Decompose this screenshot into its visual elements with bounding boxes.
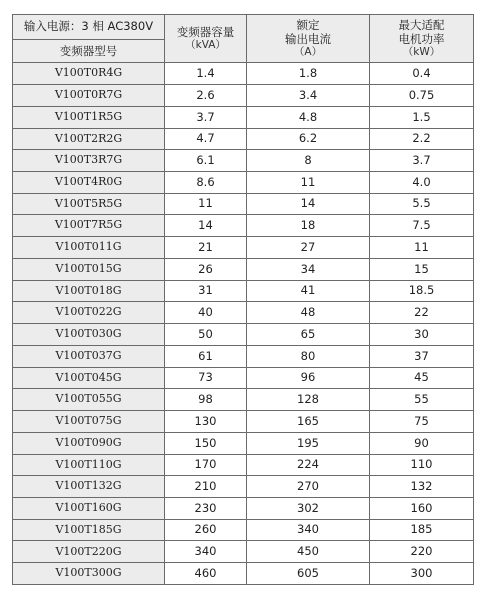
capacity-cell: 14 [165, 215, 247, 237]
power-cell: 300 [370, 563, 474, 585]
power-label-line2: 电机功率 [398, 31, 445, 46]
capacity-cell: 230 [165, 497, 247, 519]
capacity-cell: 150 [165, 432, 247, 454]
table-row [13, 106, 474, 128]
model-cell: V100T110G [13, 454, 165, 476]
current-cell: 96 [247, 367, 370, 389]
table-row [13, 432, 474, 454]
current-label-line2: 输出电流 [285, 31, 331, 46]
capacity-cell: 73 [165, 367, 247, 389]
model-cell: V100T1R5G [13, 106, 165, 128]
power-cell: 22 [370, 302, 474, 324]
current-label-line1: 额定 [296, 18, 320, 33]
current-cell: 41 [247, 280, 370, 302]
power-label-line1: 最大适配 [398, 18, 445, 33]
table-row [13, 497, 474, 519]
table-row [13, 389, 474, 411]
current-cell: 4.8 [247, 106, 370, 128]
power-cell: 1.5 [370, 106, 474, 128]
table-row [13, 215, 474, 237]
table-row [13, 171, 474, 193]
model-cell: V100T3R7G [13, 150, 165, 172]
current-cell: 450 [247, 541, 370, 563]
capacity-cell: 130 [165, 411, 247, 433]
current-cell: 48 [247, 302, 370, 324]
power-cell: 11 [370, 237, 474, 259]
capacity-cell: 21 [165, 237, 247, 259]
model-cell: V100T4R0G [13, 171, 165, 193]
current-cell: 18 [247, 215, 370, 237]
table-row [13, 63, 474, 85]
capacity-cell: 50 [165, 324, 247, 346]
inverter-spec-table [12, 14, 474, 585]
current-cell: 3.4 [247, 85, 370, 107]
capacity-cell: 170 [165, 454, 247, 476]
capacity-cell: 3.7 [165, 106, 247, 128]
power-cell: 2.2 [370, 128, 474, 150]
table-row [13, 367, 474, 389]
power-cell: 15 [370, 258, 474, 280]
capacity-cell: 98 [165, 389, 247, 411]
capacity-cell: 8.6 [165, 171, 247, 193]
power-cell: 132 [370, 476, 474, 498]
table-row [13, 541, 474, 563]
power-cell: 0.4 [370, 63, 474, 85]
capacity-cell: 6.1 [165, 150, 247, 172]
table-row [13, 150, 474, 172]
power-unit: （kW） [402, 45, 441, 58]
power-cell: 30 [370, 324, 474, 346]
model-cell: V100T160G [13, 497, 165, 519]
power-cell: 220 [370, 541, 474, 563]
table-row [13, 476, 474, 498]
model-cell: V100T015G [13, 258, 165, 280]
power-cell: 37 [370, 345, 474, 367]
current-cell: 340 [247, 519, 370, 541]
power-cell: 7.5 [370, 215, 474, 237]
table-row [13, 519, 474, 541]
current-cell: 302 [247, 497, 370, 519]
model-cell: V100T185G [13, 519, 165, 541]
model-header: 变频器型号 [13, 40, 165, 63]
current-cell: 6.2 [247, 128, 370, 150]
table-row [13, 237, 474, 259]
model-cell: V100T0R4G [13, 63, 165, 85]
header-row [13, 15, 474, 40]
capacity-cell: 260 [165, 519, 247, 541]
spec-table-body [13, 15, 474, 585]
power-cell: 75 [370, 411, 474, 433]
model-cell: V100T132G [13, 476, 165, 498]
current-cell: 128 [247, 389, 370, 411]
capacity-cell: 61 [165, 345, 247, 367]
model-cell: V100T5R5G [13, 193, 165, 215]
power-cell: 45 [370, 367, 474, 389]
power-cell: 0.75 [370, 85, 474, 107]
current-cell: 65 [247, 324, 370, 346]
power-cell: 4.0 [370, 171, 474, 193]
current-cell: 8 [247, 150, 370, 172]
model-cell: V100T0R7G [13, 85, 165, 107]
power-cell: 5.5 [370, 193, 474, 215]
power-cell: 3.7 [370, 150, 474, 172]
table-row [13, 411, 474, 433]
power-cell: 90 [370, 432, 474, 454]
table-row [13, 345, 474, 367]
model-cell: V100T055G [13, 389, 165, 411]
capacity-label: 变频器容量 [176, 25, 235, 39]
capacity-cell: 40 [165, 302, 247, 324]
capacity-cell: 210 [165, 476, 247, 498]
table-row [13, 454, 474, 476]
model-cell: V100T011G [13, 237, 165, 259]
capacity-cell: 31 [165, 280, 247, 302]
capacity-unit: （kVA） [185, 39, 226, 52]
capacity-cell: 26 [165, 258, 247, 280]
current-cell: 11 [247, 171, 370, 193]
capacity-cell: 460 [165, 563, 247, 585]
power-cell: 160 [370, 497, 474, 519]
capacity-cell: 2.6 [165, 85, 247, 107]
model-cell: V100T075G [13, 411, 165, 433]
current-cell: 195 [247, 432, 370, 454]
model-cell: V100T037G [13, 345, 165, 367]
capacity-cell: 340 [165, 541, 247, 563]
capacity-cell: 1.4 [165, 63, 247, 85]
current-unit: （A） [293, 45, 323, 58]
current-cell: 14 [247, 193, 370, 215]
power-cell: 55 [370, 389, 474, 411]
table-row [13, 324, 474, 346]
current-cell: 270 [247, 476, 370, 498]
model-cell: V100T2R2G [13, 128, 165, 150]
model-cell: V100T220G [13, 541, 165, 563]
table-row [13, 302, 474, 324]
table-row [13, 258, 474, 280]
current-cell: 34 [247, 258, 370, 280]
capacity-cell: 4.7 [165, 128, 247, 150]
table-row [13, 280, 474, 302]
current-cell: 1.8 [247, 63, 370, 85]
model-cell: V100T018G [13, 280, 165, 302]
model-cell: V100T022G [13, 302, 165, 324]
current-cell: 27 [247, 237, 370, 259]
current-cell: 80 [247, 345, 370, 367]
table-row [13, 85, 474, 107]
input-power-header: 输入电源：3 相 AC380V [13, 15, 165, 40]
power-cell: 110 [370, 454, 474, 476]
model-cell: V100T7R5G [13, 215, 165, 237]
table-row [13, 128, 474, 150]
capacity-cell: 11 [165, 193, 247, 215]
power-header [370, 15, 474, 63]
current-cell: 605 [247, 563, 370, 585]
current-cell: 224 [247, 454, 370, 476]
current-header [247, 15, 370, 63]
model-cell: V100T300G [13, 563, 165, 585]
power-cell: 18.5 [370, 280, 474, 302]
model-cell: V100T045G [13, 367, 165, 389]
table-row [13, 563, 474, 585]
model-cell: V100T090G [13, 432, 165, 454]
current-cell: 165 [247, 411, 370, 433]
power-cell: 185 [370, 519, 474, 541]
model-cell: V100T030G [13, 324, 165, 346]
capacity-header [165, 15, 247, 63]
table-row [13, 193, 474, 215]
